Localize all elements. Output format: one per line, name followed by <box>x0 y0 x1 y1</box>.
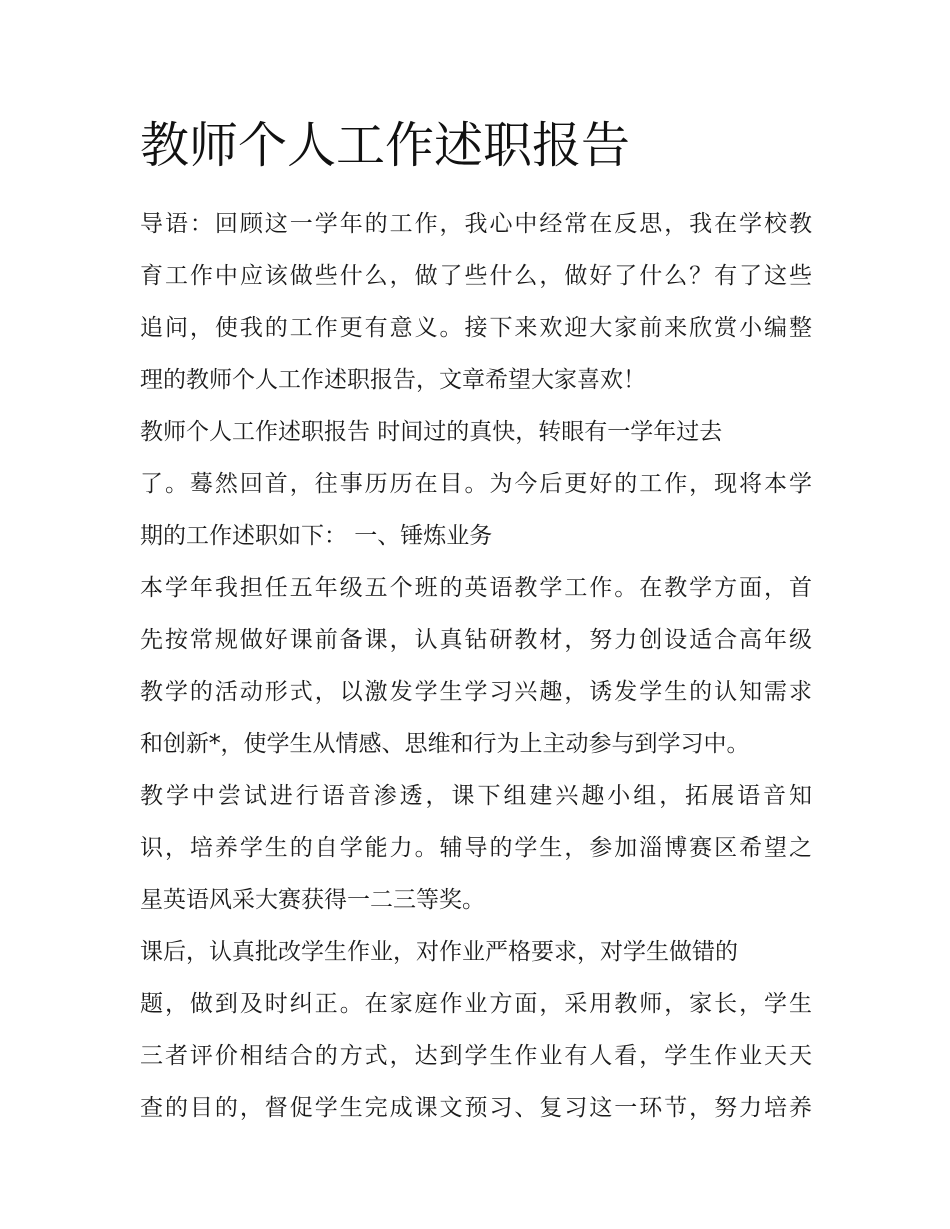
text-line-homework-3: 三者评价相结合的方式，达到学生作业有人看，学生作业天天 <box>140 1043 812 1069</box>
text-line-intro-2: 育工作中应该做些什么，做了些什么，做好了什么？有了这些 <box>140 263 812 289</box>
text-line-intro-1: 导语：回顾这一学年的工作，我心中经常在反思，我在学校教 <box>140 211 812 237</box>
text-line-teaching-4: 和创新*，使学生从情感、思维和行为上主动参与到学习中。 <box>140 731 750 757</box>
text-line-opening-3: 期的工作述职如下： 一、锤炼业务 <box>140 523 493 549</box>
text-line-intro-4: 理的教师个人工作述职报告，文章希望大家喜欢！ <box>140 367 646 393</box>
text-line-teaching-5: 教学中尝试进行语音渗透，课下组建兴趣小组，拓展语音知 <box>140 783 812 809</box>
text-line-opening-2: 了。蓦然回首，往事历历在目。为今后更好的工作，现将本学 <box>140 471 812 497</box>
text-line-intro-3: 追问，使我的工作更有意义。接下来欢迎大家前来欣赏小编整 <box>140 315 812 341</box>
text-line-homework-2: 题，做到及时纠正。在家庭作业方面，采用教师，家长，学生 <box>140 991 812 1017</box>
text-line-teaching-3: 教学的活动形式，以激发学生学习兴趣，诱发学生的认知需求 <box>140 679 812 705</box>
text-line-teaching-1: 本学年我担任五年级五个班的英语教学工作。在教学方面，首 <box>140 575 812 601</box>
text-line-opening-1: 教师个人工作述职报告 时间过的真快，转眼有一学年过去 <box>140 419 723 445</box>
document-body <box>140 198 812 1134</box>
text-line-teaching-2: 先按常规做好课前备课，认真钻研教材，努力创设适合高年级 <box>140 627 812 653</box>
text-line-teaching-7: 星英语风采大赛获得一二三等奖。 <box>140 887 485 913</box>
text-line-homework-1: 课后，认真批改学生作业，对作业严格要求，对学生做错的 <box>140 939 738 965</box>
text-line-homework-4: 查的目的，督促学生完成课文预习、复习这一环节，努力培养 <box>140 1095 812 1121</box>
text-line-teaching-6: 识，培养学生的自学能力。辅导的学生，参加淄博赛区希望之 <box>140 835 812 861</box>
document-title: 教师个人工作述职报告 <box>140 117 631 174</box>
